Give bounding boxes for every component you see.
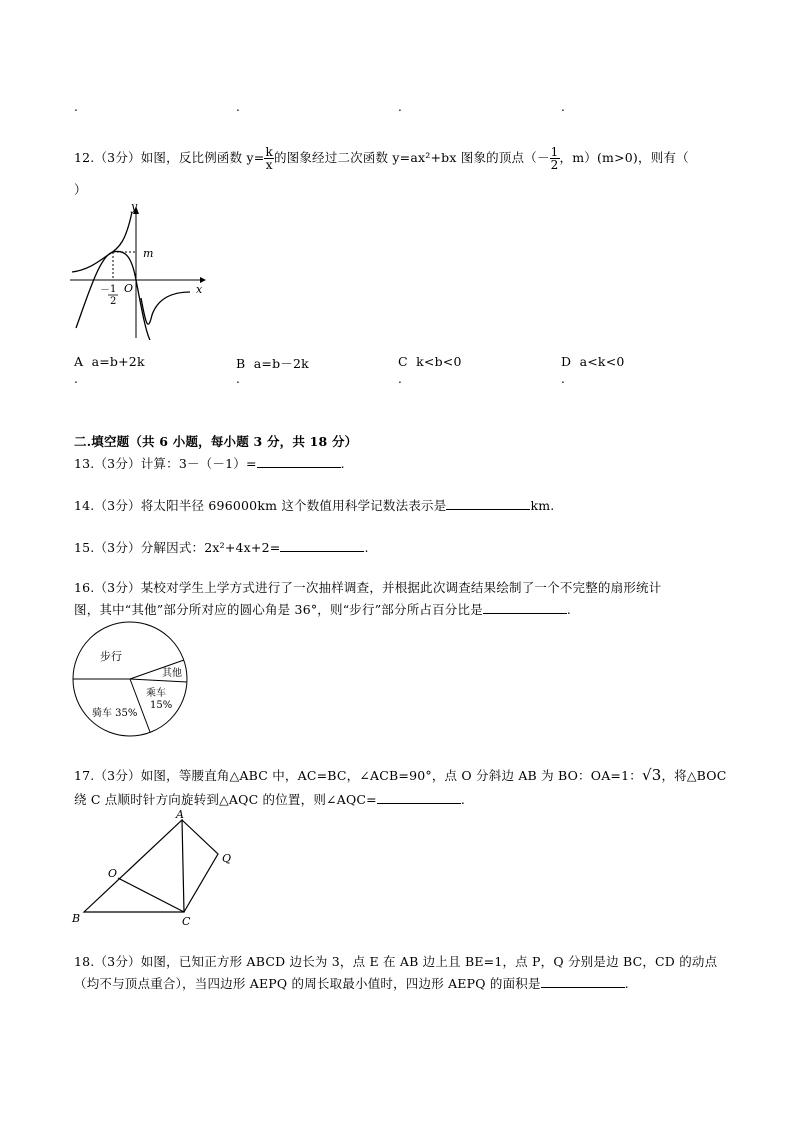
q18-line1: 18.（3分）如图，已知正方形 ABCD 边长为 3，点 E 在 AB 边上且 BE=1，点 P，Q 分别是边 BC，CD 的动点 xyxy=(74,954,718,969)
q17-triangle-figure xyxy=(66,806,246,928)
option-text: a<k<0 xyxy=(579,354,625,369)
answer-blank[interactable] xyxy=(280,539,364,552)
triangle-abc xyxy=(84,820,184,912)
frac-numerator: k xyxy=(265,145,273,159)
q17-text: 17.（3分）如图，等腰直角△ABC 中，AC=BC，∠ACB=90°，点 O 分斜边 AB 为 BO：OA=1： xyxy=(74,768,642,783)
option-dot: . xyxy=(236,100,240,114)
half-num: 1 xyxy=(110,284,117,295)
neg-sign: － xyxy=(100,285,110,296)
pie-label-bike: 骑车 35% xyxy=(92,708,138,719)
pie-label-walk: 步行 xyxy=(100,650,122,663)
section-heading: 二.填空题（共 6 小题，每小题 3 分，共 18 分） xyxy=(74,434,358,449)
option-dot: . xyxy=(398,372,402,386)
m-label: m xyxy=(143,247,154,260)
q13-text: 13.（3分）计算：3－（－1）= xyxy=(74,456,257,471)
fraction-k-over-x xyxy=(264,146,273,171)
q17-end: . xyxy=(460,792,466,807)
question-13 xyxy=(74,454,345,472)
answer-blank[interactable] xyxy=(446,497,530,510)
q17-text-end: ，将△BOC xyxy=(661,768,727,783)
q16-pie-chart xyxy=(70,620,192,738)
pie-label-other: 其他 xyxy=(162,668,182,679)
option-letter: D xyxy=(561,354,572,369)
q12-prefix: 12.（3分）如图，反比例函数 y= xyxy=(74,150,265,165)
q17-text: 绕 C 点顺时针方向旋转到△AQC 的位置，则∠AQC= xyxy=(74,792,377,807)
fraction-half xyxy=(550,146,560,171)
q16-end: . xyxy=(566,602,572,617)
q12-mid: 的图象经过二次函数 y=ax²+bx 图象的顶点（－ xyxy=(273,150,550,165)
pie-label-bus-pct: 15% xyxy=(150,700,173,711)
q18-line2 xyxy=(74,974,629,992)
pie-label-bus: 乘车 xyxy=(146,688,166,699)
q16-line1: 16.（3分）某校对学生上学方式进行了一次抽样调查，并根据此次调查结果绘制了一个不完整的扇形统计 xyxy=(74,580,662,595)
sqrt3: √3 xyxy=(641,766,662,784)
y-label: y xyxy=(131,200,138,213)
q16-text: 图，其中“其他”部分所对应的圆心角是 36°，则“步行”部分所占百分比是 xyxy=(74,602,483,617)
answer-blank[interactable] xyxy=(377,791,461,804)
option-dot: . xyxy=(74,100,78,114)
label-q: Q xyxy=(222,852,232,865)
q18-end: . xyxy=(624,976,629,991)
frac-denominator: x xyxy=(265,158,273,172)
q12-suffix: ，m）(m>0)，则有（ xyxy=(559,150,689,165)
option-text: a=b－2k xyxy=(253,356,309,371)
option-letter: A xyxy=(74,354,84,369)
frac-numerator: 1 xyxy=(550,145,559,159)
half-den: 2 xyxy=(110,296,117,307)
segment-oc xyxy=(118,878,184,912)
q14-end: km. xyxy=(530,498,555,513)
label-c: C xyxy=(182,915,191,928)
option-d[interactable] xyxy=(561,354,625,369)
q13-end: . xyxy=(340,456,345,471)
option-a[interactable] xyxy=(74,354,145,369)
option-c[interactable] xyxy=(398,354,462,369)
option-letter: B xyxy=(236,356,246,371)
q15-end: . xyxy=(364,540,369,555)
q15-text: 15.（3分）分解因式：2x²+4x+2= xyxy=(74,540,281,555)
option-b[interactable] xyxy=(236,354,309,372)
option-dot: . xyxy=(398,100,402,114)
q17-line1 xyxy=(74,766,727,784)
q14-text: 14.（3分）将太阳半径 696000km 这个数值用科学记数法表示是 xyxy=(74,498,447,513)
q12-close-paren: ） xyxy=(74,182,87,197)
q18-text: （均不与顶点重合），当四边形 AEPQ 的周长取最小值时，四边形 AEPQ 的面积是 xyxy=(74,976,541,991)
option-dot: . xyxy=(236,372,240,386)
answer-blank[interactable] xyxy=(541,975,625,988)
question-15 xyxy=(74,538,369,556)
option-dot: . xyxy=(561,100,565,114)
question-14 xyxy=(74,496,554,514)
frac-denominator: 2 xyxy=(550,158,559,172)
option-text: a=b+2k xyxy=(91,354,145,369)
label-o: O xyxy=(108,867,118,880)
option-dot: . xyxy=(561,372,565,386)
question-12 xyxy=(74,146,689,171)
hyperbola-right-branch xyxy=(141,292,190,324)
option-letter: C xyxy=(398,354,408,369)
answer-blank[interactable] xyxy=(257,455,341,468)
x-label: x xyxy=(196,283,203,296)
option-dot: . xyxy=(74,372,78,386)
option-text: k<b<0 xyxy=(416,354,462,369)
q16-line2 xyxy=(74,600,571,618)
label-b: B xyxy=(72,912,81,925)
segment-aqc xyxy=(182,820,218,912)
q12-function-graph xyxy=(68,200,208,340)
answer-blank[interactable] xyxy=(483,601,567,614)
label-a: A xyxy=(176,808,184,821)
origin-label: O xyxy=(124,282,134,295)
